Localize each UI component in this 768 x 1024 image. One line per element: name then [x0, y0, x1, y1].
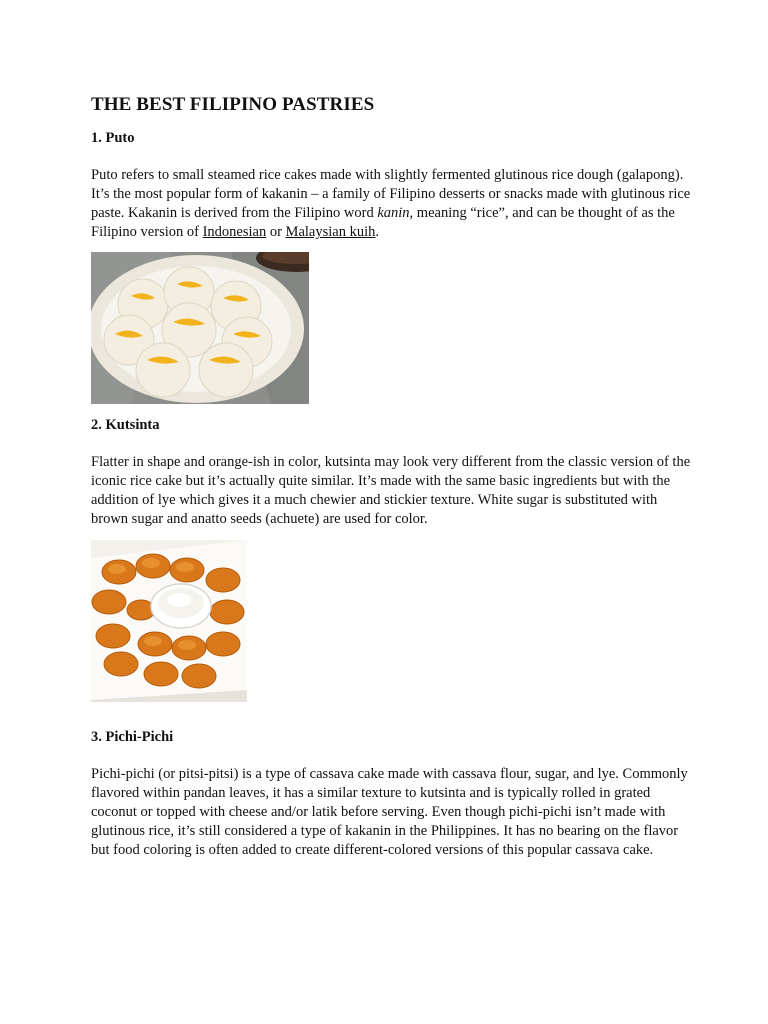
indonesian-link[interactable]: Indonesian — [202, 224, 267, 240]
puto-text-part2: , meaning “rice”, and can be thought of as the Filipino version of — [91, 205, 675, 240]
malaysian-kuih-link[interactable]: Malaysian kuih — [285, 224, 376, 240]
puto-text-end: . — [375, 224, 379, 240]
puto-text-part1: Puto refers to small steamed rice cakes made with slightly fermented glutinous rice dough (galapong). It’s the most popular form of kakanin – a family of Filipino desserts or snacks made with glutinous rice paste. Kakanin is derived from the Filipino word — [91, 167, 691, 221]
kutsinta-photo — [91, 540, 247, 702]
kanin-italic: kanin — [377, 205, 410, 221]
pichi-pichi-paragraph: Pichi-pichi (or pitsi-pitsi) is a type of cassava cake made with cassava flour, sugar, and lye. Commonly flavored within pandan leaves, it has a similar texture to kutsinta and is typically rolled in grated coconut or topped with cheese and/or latik before serving. Even though pichi-pichi isn’t made with glutinous rice, it’s still considered a type of kakanin in the Philippines. It has no bearing on the flavor but food coloring is often added to create different-colored versions of this popular cassava cake. — [91, 766, 688, 858]
puto-paragraph — [91, 166, 691, 242]
document-title: THE BEST FILIPINO PASTRIES — [91, 94, 375, 115]
puto-text-connector: or — [266, 224, 286, 240]
section-heading-pichi-pichi: 3. Pichi-Pichi — [91, 729, 174, 745]
kutsinta-paragraph: Flatter in shape and orange-ish in color, kutsinta may look very different from the classic version of the iconic rice cake but it’s actually quite similar. It’s made with the same basic ingredients but with the addition of lye which gives it a much chewier and stickier texture. White sugar is substituted with brown sugar and anatto seeds (achuete) are used for color. — [91, 454, 691, 527]
section-heading-puto: 1. Puto — [91, 130, 135, 146]
puto-photo — [91, 252, 309, 404]
section-heading-kutsinta: 2. Kutsinta — [91, 417, 160, 433]
